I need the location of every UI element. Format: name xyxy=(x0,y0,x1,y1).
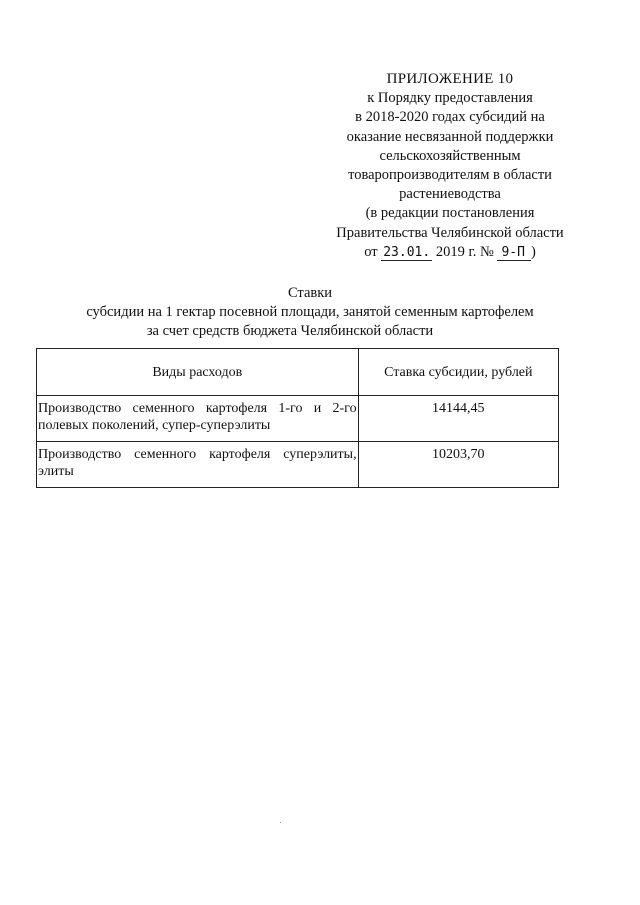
column-header-expense-type: Виды расходов xyxy=(37,349,359,396)
header-line: в 2018-2020 годах субсидий на xyxy=(355,109,545,126)
table-header-row xyxy=(37,349,559,396)
closing-paren: ) xyxy=(530,243,536,260)
appendix-title: ПРИЛОЖЕНИЕ 10 xyxy=(386,71,514,87)
expense-description: Производство семенного картофеля 1-го и 2-го полевых поколений, супер-суперэлиты xyxy=(37,396,359,442)
document-title xyxy=(60,284,560,341)
rate-value: 14144,45 xyxy=(358,396,558,442)
header-line: товаропроизводителям в области xyxy=(348,167,552,184)
header-line: сельскохозяйственным xyxy=(379,147,521,164)
header-line: к Порядку предоставления xyxy=(367,90,533,107)
table-row xyxy=(37,442,559,488)
subsidy-rates-table xyxy=(36,348,559,488)
header-line: Правительства Челябинской области xyxy=(336,224,564,241)
resolution-year: 2019 г. xyxy=(435,243,477,260)
resolution-number: 9-П xyxy=(497,245,530,261)
title-line-subject: субсидии на 1 гектар посевной площади, занятой семенным картофелем xyxy=(86,304,534,320)
rate-value: 10203,70 xyxy=(358,442,558,488)
header-line: оказание несвязанной поддержки xyxy=(346,128,554,145)
title-line-budget: за счет средств бюджета Челябинской области xyxy=(146,323,434,339)
date-prefix: от xyxy=(364,243,378,260)
resolution-date-line xyxy=(320,243,580,262)
appendix-header xyxy=(320,70,580,262)
resolution-date: 23.01. xyxy=(383,244,431,260)
expense-description: Производство семенного картофеля суперэлиты, элиты xyxy=(37,442,359,488)
header-line: растениеводства xyxy=(399,186,501,203)
scan-speck xyxy=(280,822,281,823)
table-row xyxy=(37,396,559,442)
title-line-rates: Ставки xyxy=(287,285,333,301)
header-line: (в редакции постановления xyxy=(365,205,535,222)
number-sign: № xyxy=(480,243,494,260)
column-header-rate: Ставка субсидии, рублей xyxy=(358,349,558,396)
